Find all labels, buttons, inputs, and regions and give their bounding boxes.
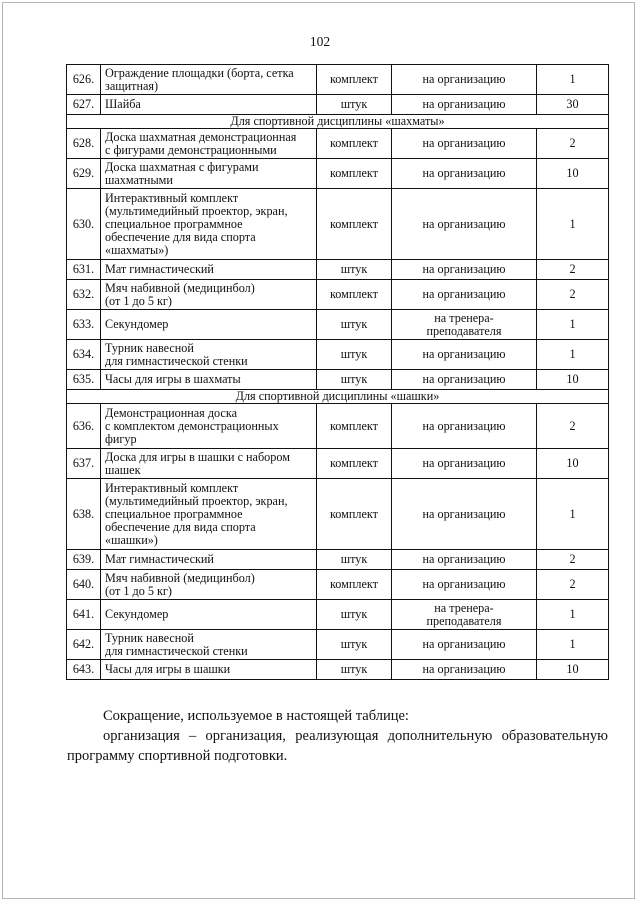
row-number: 634. [67,340,101,370]
quantity: 10 [537,449,609,479]
unit-of-measure: штук [317,310,392,340]
unit-of-measure: комплект [317,189,392,260]
table-row [67,340,609,370]
unit-of-measure: комплект [317,280,392,310]
unit-of-measure: штук [317,660,392,680]
item-name: Интерактивный комплект (мультимедийный проектор, экран, специальное программное обеспечение для вида спорта «шахматы») [101,189,317,260]
equipment-table-body [67,65,609,680]
unit-of-measure: штук [317,600,392,630]
row-number: 635. [67,370,101,390]
table-row [67,550,609,570]
quantity: 1 [537,600,609,630]
item-name: Мяч набивной (медицинбол) (от 1 до 5 кг) [101,280,317,310]
item-name: Часы для игры в шашки [101,660,317,680]
unit-of-measure: комплект [317,65,392,95]
table-row [67,630,609,660]
calculation-basis: на тренера- преподавателя [392,600,537,630]
table-row [67,129,609,159]
item-name: Демонстрационная доска с комплектом демонстрационных фигур [101,404,317,449]
calculation-basis: на организацию [392,630,537,660]
table-row [67,260,609,280]
item-name: Ограждение площадки (борта, сетка защитная) [101,65,317,95]
quantity: 1 [537,630,609,660]
item-name: Мяч набивной (медицинбол) (от 1 до 5 кг) [101,570,317,600]
item-name: Часы для игры в шахматы [101,370,317,390]
calculation-basis: на организацию [392,660,537,680]
row-number: 640. [67,570,101,600]
table-row [67,65,609,95]
calculation-basis: на организацию [392,129,537,159]
calculation-basis: на организацию [392,479,537,550]
item-name: Секундомер [101,310,317,340]
row-number: 643. [67,660,101,680]
row-number: 636. [67,404,101,449]
page-number: 102 [309,34,331,49]
calculation-basis: на тренера- преподавателя [392,310,537,340]
calculation-basis: на организацию [392,159,537,189]
calculation-basis: на организацию [392,449,537,479]
table-row [67,370,609,390]
row-number: 629. [67,159,101,189]
abbreviation-lead: Сокращение, используемое в настоящей таблице: [103,708,409,724]
unit-of-measure: штук [317,260,392,280]
abbreviation-note [67,706,608,766]
table-row [67,660,609,680]
quantity: 1 [537,65,609,95]
unit-of-measure: комплект [317,479,392,550]
unit-of-measure: комплект [317,449,392,479]
unit-of-measure: комплект [317,159,392,189]
item-name: Турник навесной для гимнастической стенки [101,340,317,370]
item-name: Доска шахматная с фигурами шахматными [101,159,317,189]
row-number: 627. [67,95,101,115]
quantity: 2 [537,570,609,600]
row-number: 641. [67,600,101,630]
item-name: Мат гимнастический [101,550,317,570]
row-number: 638. [67,479,101,550]
unit-of-measure: штук [317,370,392,390]
table-row [67,449,609,479]
calculation-basis: на организацию [392,340,537,370]
row-number: 642. [67,630,101,660]
table-row [67,310,609,340]
quantity: 1 [537,310,609,340]
item-name: Турник навесной для гимнастической стенки [101,630,317,660]
calculation-basis: на организацию [392,404,537,449]
calculation-basis: на организацию [392,280,537,310]
calculation-basis: на организацию [392,189,537,260]
item-name: Доска для игры в шашки с набором шашек [101,449,317,479]
calculation-basis: на организацию [392,260,537,280]
table-row [67,404,609,449]
unit-of-measure: штук [317,95,392,115]
calculation-basis: на организацию [392,570,537,600]
quantity: 2 [537,404,609,449]
quantity: 2 [537,280,609,310]
section-row [67,390,609,404]
table-row [67,189,609,260]
row-number: 637. [67,449,101,479]
table-row [67,159,609,189]
quantity: 30 [537,95,609,115]
unit-of-measure: комплект [317,404,392,449]
calculation-basis: на организацию [392,95,537,115]
section-title: Для спортивной дисциплины «шахматы» [67,115,609,129]
table-row [67,570,609,600]
table-row [67,479,609,550]
row-number: 626. [67,65,101,95]
table-row [67,95,609,115]
item-name: Секундомер [101,600,317,630]
equipment-table [66,64,609,680]
unit-of-measure: комплект [317,570,392,600]
unit-of-measure: штук [317,550,392,570]
item-name: Шайба [101,95,317,115]
unit-of-measure: штук [317,630,392,660]
row-number: 632. [67,280,101,310]
row-number: 639. [67,550,101,570]
quantity: 2 [537,260,609,280]
item-name: Доска шахматная демонстрационная с фигурами демонстрационными [101,129,317,159]
table-row [67,600,609,630]
quantity: 1 [537,189,609,260]
item-name: Мат гимнастический [101,260,317,280]
unit-of-measure: комплект [317,129,392,159]
quantity: 10 [537,370,609,390]
row-number: 628. [67,129,101,159]
row-number: 630. [67,189,101,260]
abbreviation-definition: организация – организация, реализующая дополнительную образовательную программу спортивной подготовки. [67,728,608,764]
item-name: Интерактивный комплект (мультимедийный проектор, экран, специальное программное обеспечение для вида спорта «шашки») [101,479,317,550]
unit-of-measure: штук [317,340,392,370]
section-row [67,115,609,129]
quantity: 10 [537,159,609,189]
row-number: 633. [67,310,101,340]
row-number: 631. [67,260,101,280]
calculation-basis: на организацию [392,370,537,390]
quantity: 2 [537,550,609,570]
section-title: Для спортивной дисциплины «шашки» [67,390,609,404]
calculation-basis: на организацию [392,550,537,570]
quantity: 1 [537,340,609,370]
quantity: 2 [537,129,609,159]
table-row [67,280,609,310]
quantity: 1 [537,479,609,550]
quantity: 10 [537,660,609,680]
calculation-basis: на организацию [392,65,537,95]
